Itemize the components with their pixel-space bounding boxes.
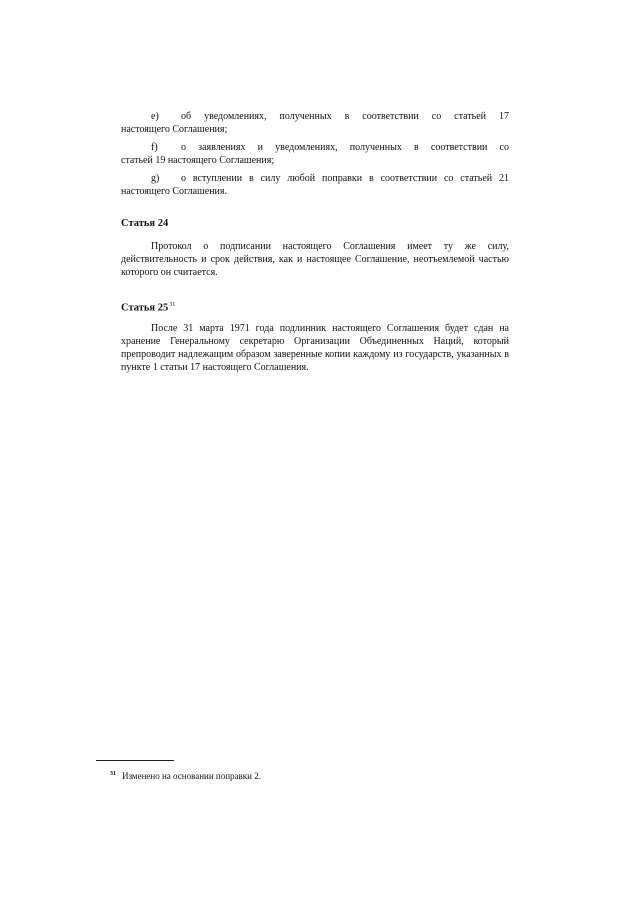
list-item-g (121, 172, 509, 198)
footnote (110, 768, 261, 782)
article-25-text: После 31 марта 1971 года подлинник настоящего Соглашения будет сдан на хранение Генеральному секретарю Организации Объединенных Наций, который препроводит надлежащим образом заверенные копии каждому из государств, указанных в пункте 1 статьи 17 настоящего Соглашения. (121, 323, 509, 373)
list-item-f (121, 141, 509, 167)
article-25-heading-text: Статья 25 (121, 302, 169, 314)
list-item-text: о заявлениях и уведомлениях, полученных в соответствии со (181, 142, 509, 153)
footnote-text: Изменено на основании поправки 2. (122, 771, 261, 781)
list-item-continuation: статьей 19 настоящего Соглашения; (121, 155, 275, 166)
list-item-e (121, 110, 509, 136)
article-24-text: Протокол о подписании настоящего Соглашения имеет ту же силу, действительность и срок действия, как и настоящее Соглашение, неотъемлемой частью которого он считается. (121, 241, 509, 278)
list-marker: g) (151, 173, 160, 184)
footnote-reference[interactable]: 31 (169, 302, 176, 308)
list-marker: e) (151, 111, 159, 122)
list-item-continuation: настоящего Соглашения; (121, 124, 228, 135)
footnote-number: 31 (110, 771, 116, 777)
footnote-separator (96, 760, 174, 761)
list-marker: f) (151, 142, 158, 153)
list-item-text: об уведомлениях, полученных в соответствии со статьей 17 (181, 111, 509, 122)
article-25-heading (121, 299, 175, 315)
list-item-text: о вступлении в силу любой поправки в соответствии со статьей 21 (181, 173, 509, 184)
list-item-continuation: настоящего Соглашения. (121, 186, 228, 197)
article-24-heading: Статья 24 (121, 218, 169, 229)
